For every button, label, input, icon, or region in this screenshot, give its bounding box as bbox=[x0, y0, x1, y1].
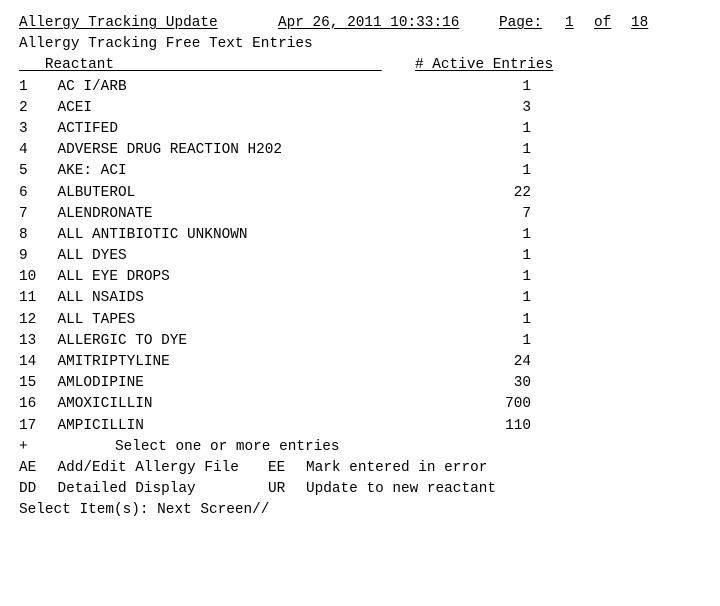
command-prompt[interactable]: Select Item(s): Next Screen// bbox=[19, 502, 270, 519]
column-header-active-entries: # Active Entries bbox=[415, 57, 554, 74]
active-entries-count: 1 bbox=[522, 248, 531, 265]
action-label-add-edit-allergy-file[interactable]: Add/Edit Allergy File bbox=[57, 459, 239, 476]
active-entries-count: 1 bbox=[522, 142, 531, 159]
list-item[interactable] bbox=[19, 394, 709, 415]
reactant-name: ALBUTEROL bbox=[57, 184, 136, 201]
page-of-label: of bbox=[594, 15, 612, 31]
reactant-name: AMLODIPINE bbox=[57, 375, 144, 392]
active-entries-count: 3 bbox=[522, 99, 531, 116]
reactant-name: AKE: ACI bbox=[57, 163, 127, 180]
reactant-name: AMITRIPTYLINE bbox=[57, 354, 170, 370]
reactant-name: ALENDRONATE bbox=[57, 205, 153, 222]
list-item[interactable] bbox=[19, 331, 709, 352]
list-item[interactable] bbox=[19, 373, 709, 394]
action-line-1 bbox=[19, 458, 709, 479]
active-entries-count: 22 bbox=[513, 184, 531, 201]
column-header-reactant: Reactant bbox=[19, 57, 382, 74]
active-entries-count: 30 bbox=[513, 375, 531, 392]
entry-list bbox=[19, 77, 709, 437]
list-item[interactable] bbox=[19, 246, 709, 267]
list-item[interactable] bbox=[19, 204, 709, 225]
active-entries-count: 24 bbox=[513, 354, 531, 370]
reactant-name: ALL TAPES bbox=[57, 311, 136, 328]
list-item[interactable] bbox=[19, 119, 709, 140]
reactant-name: AC I/ARB bbox=[57, 78, 127, 95]
item-number: 5 bbox=[19, 163, 28, 180]
action-line-2 bbox=[19, 479, 709, 500]
screen-title: Allergy Tracking Update bbox=[19, 15, 218, 31]
list-item[interactable] bbox=[19, 288, 709, 309]
item-number: 14 bbox=[19, 354, 37, 370]
more-indicator: + bbox=[19, 438, 28, 455]
item-number: 6 bbox=[19, 184, 28, 201]
active-entries-count: 1 bbox=[522, 78, 531, 95]
more-entries-line bbox=[19, 437, 709, 458]
page-label: Page: bbox=[499, 15, 543, 31]
action-label-detailed-display[interactable]: Detailed Display bbox=[57, 481, 196, 498]
list-subtitle: Allergy Tracking Free Text Entries bbox=[19, 36, 313, 53]
reactant-name: ALLERGIC TO DYE bbox=[57, 332, 188, 349]
page-number: 1 bbox=[565, 15, 574, 31]
list-item[interactable] bbox=[19, 161, 709, 182]
list-item[interactable] bbox=[19, 183, 709, 204]
active-entries-count: 1 bbox=[522, 290, 531, 307]
active-entries-count: 110 bbox=[505, 417, 531, 434]
active-entries-count: 7 bbox=[522, 205, 531, 222]
reactant-name: ALL NSAIDS bbox=[57, 290, 144, 307]
item-number: 10 bbox=[19, 269, 37, 286]
action-code-ae[interactable]: AE bbox=[19, 459, 37, 476]
action-label-mark-entered-in-error[interactable]: Mark entered in error bbox=[306, 459, 488, 476]
item-number: 11 bbox=[19, 290, 37, 307]
active-entries-count: 1 bbox=[522, 311, 531, 328]
total-pages: 18 bbox=[631, 15, 649, 31]
header-line bbox=[19, 13, 709, 34]
list-item[interactable] bbox=[19, 140, 709, 161]
item-number: 16 bbox=[19, 396, 37, 413]
list-item[interactable] bbox=[19, 77, 709, 98]
reactant-name: ACTIFED bbox=[57, 120, 118, 137]
item-number: 17 bbox=[19, 417, 37, 434]
reactant-name: ALL EYE DROPS bbox=[57, 269, 170, 286]
reactant-name: ALL ANTIBIOTIC UNKNOWN bbox=[57, 226, 248, 243]
item-number: 3 bbox=[19, 120, 28, 137]
item-number: 2 bbox=[19, 99, 28, 116]
reactant-name: AMOXICILLIN bbox=[57, 396, 153, 413]
column-header-row bbox=[19, 55, 709, 76]
item-number: 9 bbox=[19, 248, 28, 265]
list-item[interactable] bbox=[19, 267, 709, 288]
header-datetime: Apr 26, 2011 10:33:16 bbox=[278, 15, 460, 31]
item-number: 12 bbox=[19, 311, 37, 328]
list-item[interactable] bbox=[19, 98, 709, 119]
active-entries-count: 1 bbox=[522, 226, 531, 243]
reactant-name: ALL DYES bbox=[57, 248, 127, 265]
active-entries-count: 700 bbox=[505, 396, 531, 413]
active-entries-count: 1 bbox=[522, 332, 531, 349]
action-code-dd[interactable]: DD bbox=[19, 481, 37, 498]
item-number: 1 bbox=[19, 78, 28, 95]
active-entries-count: 1 bbox=[522, 163, 531, 180]
action-label-update-to-new-reactant[interactable]: Update to new reactant bbox=[306, 481, 496, 498]
item-number: 7 bbox=[19, 205, 28, 222]
item-number: 4 bbox=[19, 142, 28, 159]
more-entries-text: Select one or more entries bbox=[115, 438, 340, 455]
reactant-name: ADVERSE DRUG REACTION H202 bbox=[57, 142, 283, 159]
list-item[interactable] bbox=[19, 352, 709, 373]
terminal-screen bbox=[19, 13, 709, 522]
item-number: 8 bbox=[19, 226, 28, 243]
action-code-ur[interactable]: UR bbox=[268, 481, 286, 498]
reactant-name: ACEI bbox=[57, 99, 93, 116]
item-number: 13 bbox=[19, 332, 37, 349]
list-item[interactable] bbox=[19, 225, 709, 246]
active-entries-count: 1 bbox=[522, 120, 531, 137]
reactant-name: AMPICILLIN bbox=[57, 417, 144, 434]
action-code-ee[interactable]: EE bbox=[268, 459, 286, 476]
active-entries-count: 1 bbox=[522, 269, 531, 286]
item-number: 15 bbox=[19, 375, 37, 392]
list-item[interactable] bbox=[19, 310, 709, 331]
list-item[interactable] bbox=[19, 416, 709, 437]
